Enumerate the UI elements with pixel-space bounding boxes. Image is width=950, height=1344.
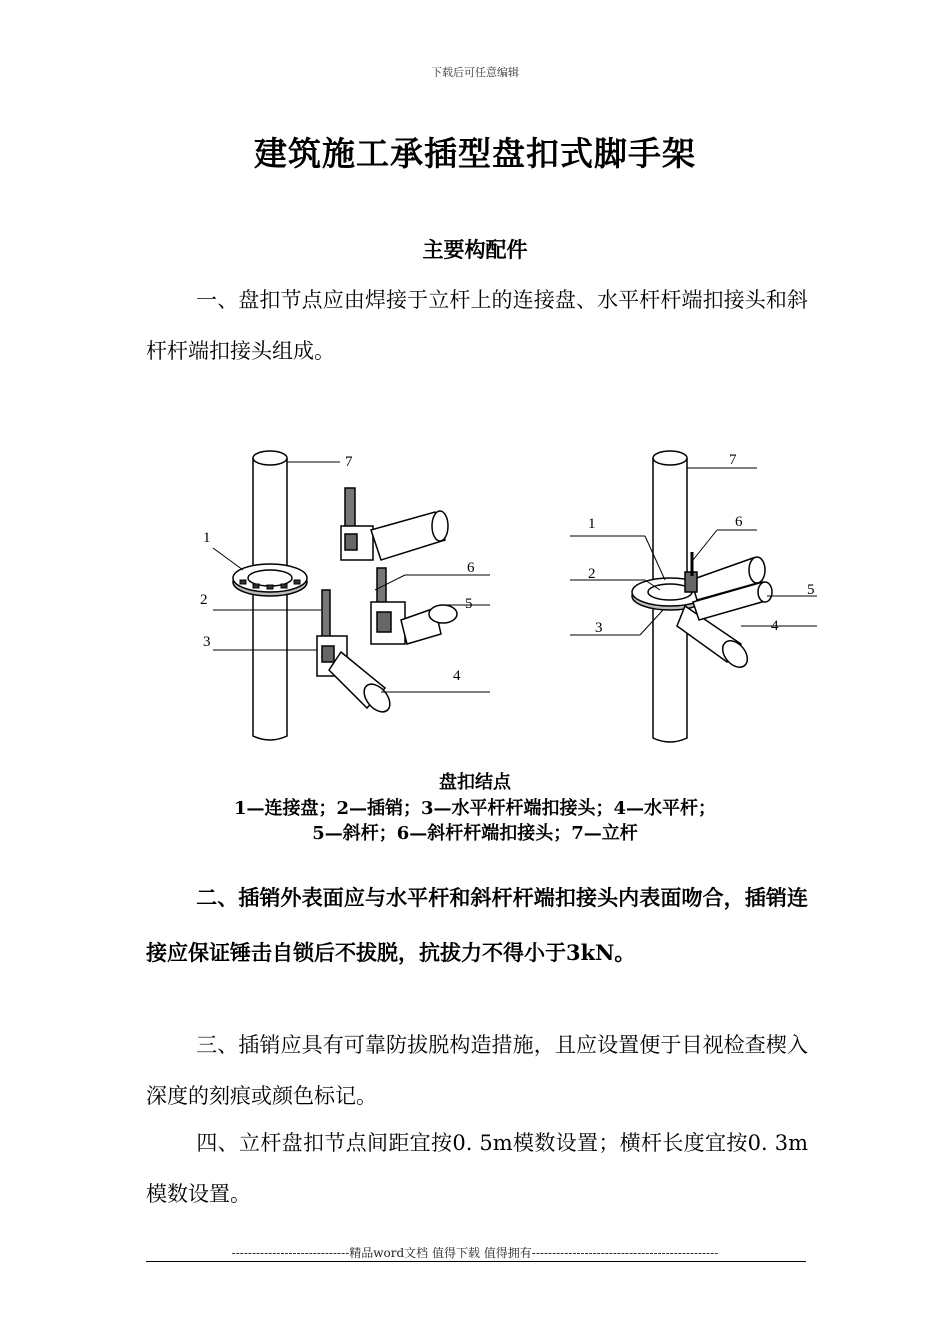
right-label-7: 7 bbox=[729, 452, 737, 468]
paragraph-3 bbox=[146, 1020, 808, 1122]
figure-caption-line-2: 5—斜杆；6—斜杆杆端扣接头；7—立杆 bbox=[312, 823, 638, 844]
figure-caption-line-1: 1—连接盘；2—插销；3—水平杆杆端扣接头；4—水平杆； bbox=[233, 798, 717, 819]
right-label-5: 5 bbox=[807, 582, 815, 598]
left-label-3: 3 bbox=[203, 634, 211, 650]
figure-caption-title: 盘扣结点 bbox=[439, 772, 511, 793]
footer-rule bbox=[146, 1261, 806, 1262]
right-label-2: 2 bbox=[588, 566, 596, 582]
header-note: 下载后可任意编辑 bbox=[431, 66, 519, 79]
paragraph-2-text: 二、插销外表面应与水平杆和斜杆杆端扣接头内表面吻合，插销连接应保证锤击自锁后不拔脱，抗拔力不得小于3kN。 bbox=[146, 885, 808, 965]
left-label-4: 4 bbox=[453, 668, 461, 684]
left-label-5: 5 bbox=[465, 596, 473, 612]
section-subtitle: 主要构配件 bbox=[422, 237, 528, 262]
paragraph-1 bbox=[146, 275, 808, 377]
left-drawing bbox=[233, 451, 457, 740]
paragraph-4-text: 四、立杆盘扣节点间距宜按0. 5m模数设置；横杆长度宜按0. 3m模数设置。 bbox=[146, 1131, 808, 1206]
right-label-6: 6 bbox=[735, 514, 743, 530]
right-label-1: 1 bbox=[588, 516, 596, 532]
right-drawing bbox=[632, 451, 772, 742]
paragraph-1-text: 一、盘扣节点应由焊接于立杆上的连接盘、水平杆杆端扣接头和斜杆杆端扣接头组成。 bbox=[146, 288, 808, 363]
scaffold-node-figure bbox=[145, 430, 863, 770]
footer-text: -----------------------------精品word文档 值得下载 值得拥有---------------------------------------------- bbox=[231, 1246, 719, 1260]
document-title: 建筑施工承插型盘扣式脚手架 bbox=[254, 134, 696, 173]
paragraph-3-text: 三、插销应具有可靠防拔脱构造措施，且应设置便于目视检查楔入深度的刻痕或颜色标记。 bbox=[146, 1033, 808, 1108]
scaffold-node-drawing bbox=[145, 430, 863, 770]
left-label-7: 7 bbox=[345, 454, 353, 470]
paragraph-2 bbox=[146, 870, 808, 980]
paragraph-4 bbox=[146, 1118, 808, 1220]
right-leader-lines bbox=[570, 468, 817, 635]
left-label-1: 1 bbox=[203, 530, 211, 546]
right-label-4: 4 bbox=[771, 618, 779, 634]
left-label-2: 2 bbox=[200, 592, 208, 608]
left-label-6: 6 bbox=[467, 560, 475, 576]
right-label-3: 3 bbox=[595, 620, 603, 636]
